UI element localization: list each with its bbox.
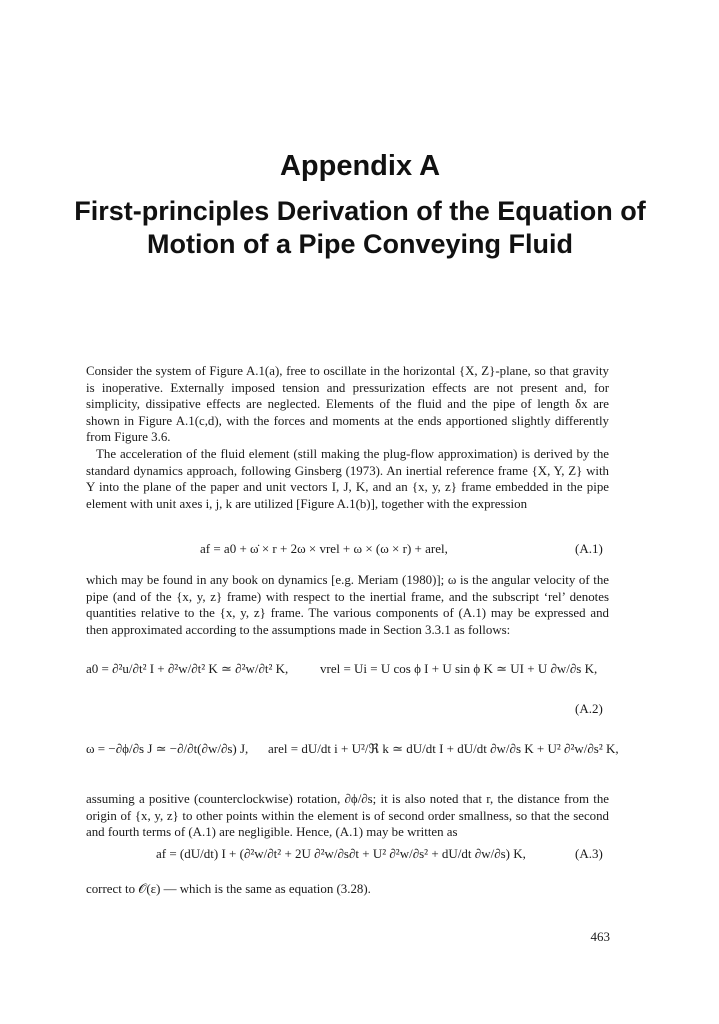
equation-a3-number: (A.3) — [575, 846, 603, 861]
paragraph-1: Consider the system of Figure A.1(a), free to oscillate in the horizontal {X, Z}-plane, so that gravity is inoperative. Externally imposed tension and pressurization effects are not present and, for simplicity, dissipative effects are neglected. Elements of the fluid and the pipe of length δx are shown in Figure A.1(c,d), with the forces and moments at the ends apportioned slightly differently from Figure 3.6. — [86, 364, 609, 445]
paragraph-3: which may be found in any book on dynamics [e.g. Meriam (1980)]; ω is the angular velocity of the pipe (and of the {x, y, z} frame) with respect to the inertial frame, and the subscript ‘rel’ denotes quantities relative to the {x, y, z} frame. The various components of (A.1) may be expressed and then approximated according to the assumptions made in Section 3.3.1 as follows: — [86, 573, 609, 637]
equation-a1-number: (A.1) — [575, 541, 603, 556]
equation-a1: af = a0 + ω̇ × r + 2ω × vrel + ω × (ω × r) + arel, — [200, 541, 448, 556]
paragraph-5: correct to 𝒪(ε) — which is the same as equation (3.28). — [86, 882, 371, 896]
equation-a3: af = (dU/dt) I + (∂²w/∂t² + 2U ∂²w/∂s∂t + U² ∂²w/∂s² + dU/dt ∂w/∂s) K, — [156, 846, 526, 861]
page-number: 463 — [590, 929, 610, 944]
equation-a2-number: (A.2) — [575, 701, 603, 716]
paragraph-2: The acceleration of the fluid element (still making the plug-flow approximation) is derived by the standard dynamics approach, following Ginsberg (1973). An inertial reference frame {X, Y, Z} with Y into the plane of the paper and unit vectors I, J, K, and an {x, y, z} frame embedded in the pipe element with unit axes i, j, k are utilized [Figure A.1(b)], together with the expression — [86, 447, 609, 511]
paragraph-4: assuming a positive (counterclockwise) rotation, ∂ϕ/∂s; it is also noted that r, the distance from the origin of {x, y, z} to other points within the element is of second order smallness, so that the second and fourth terms of (A.1) are negligible. Hence, (A.1) may be written as — [86, 792, 609, 840]
equation-a2-a0: a0 = ∂²u/∂t² I + ∂²w/∂t² K ≃ ∂²w/∂t² K, — [86, 661, 289, 676]
appendix-label: Appendix A — [279, 150, 441, 182]
equation-a2-arel: arel = dU/dt i + U²/ℜ k ≃ dU/dt I + dU/dt ∂w/∂s K + U² ∂²w/∂s² K, — [268, 741, 619, 756]
equation-a2-omega: ω = −∂ϕ/∂s J ≃ −∂/∂t(∂w/∂s) J, — [86, 741, 249, 756]
equation-a2-vrel: vrel = Ui = U cos ϕ I + U sin ϕ K ≃ UI + U ∂w/∂s K, — [320, 661, 598, 676]
appendix-title: First-principles Derivation of the Equation of Motion of a Pipe Conveying Fluid — [74, 196, 646, 259]
